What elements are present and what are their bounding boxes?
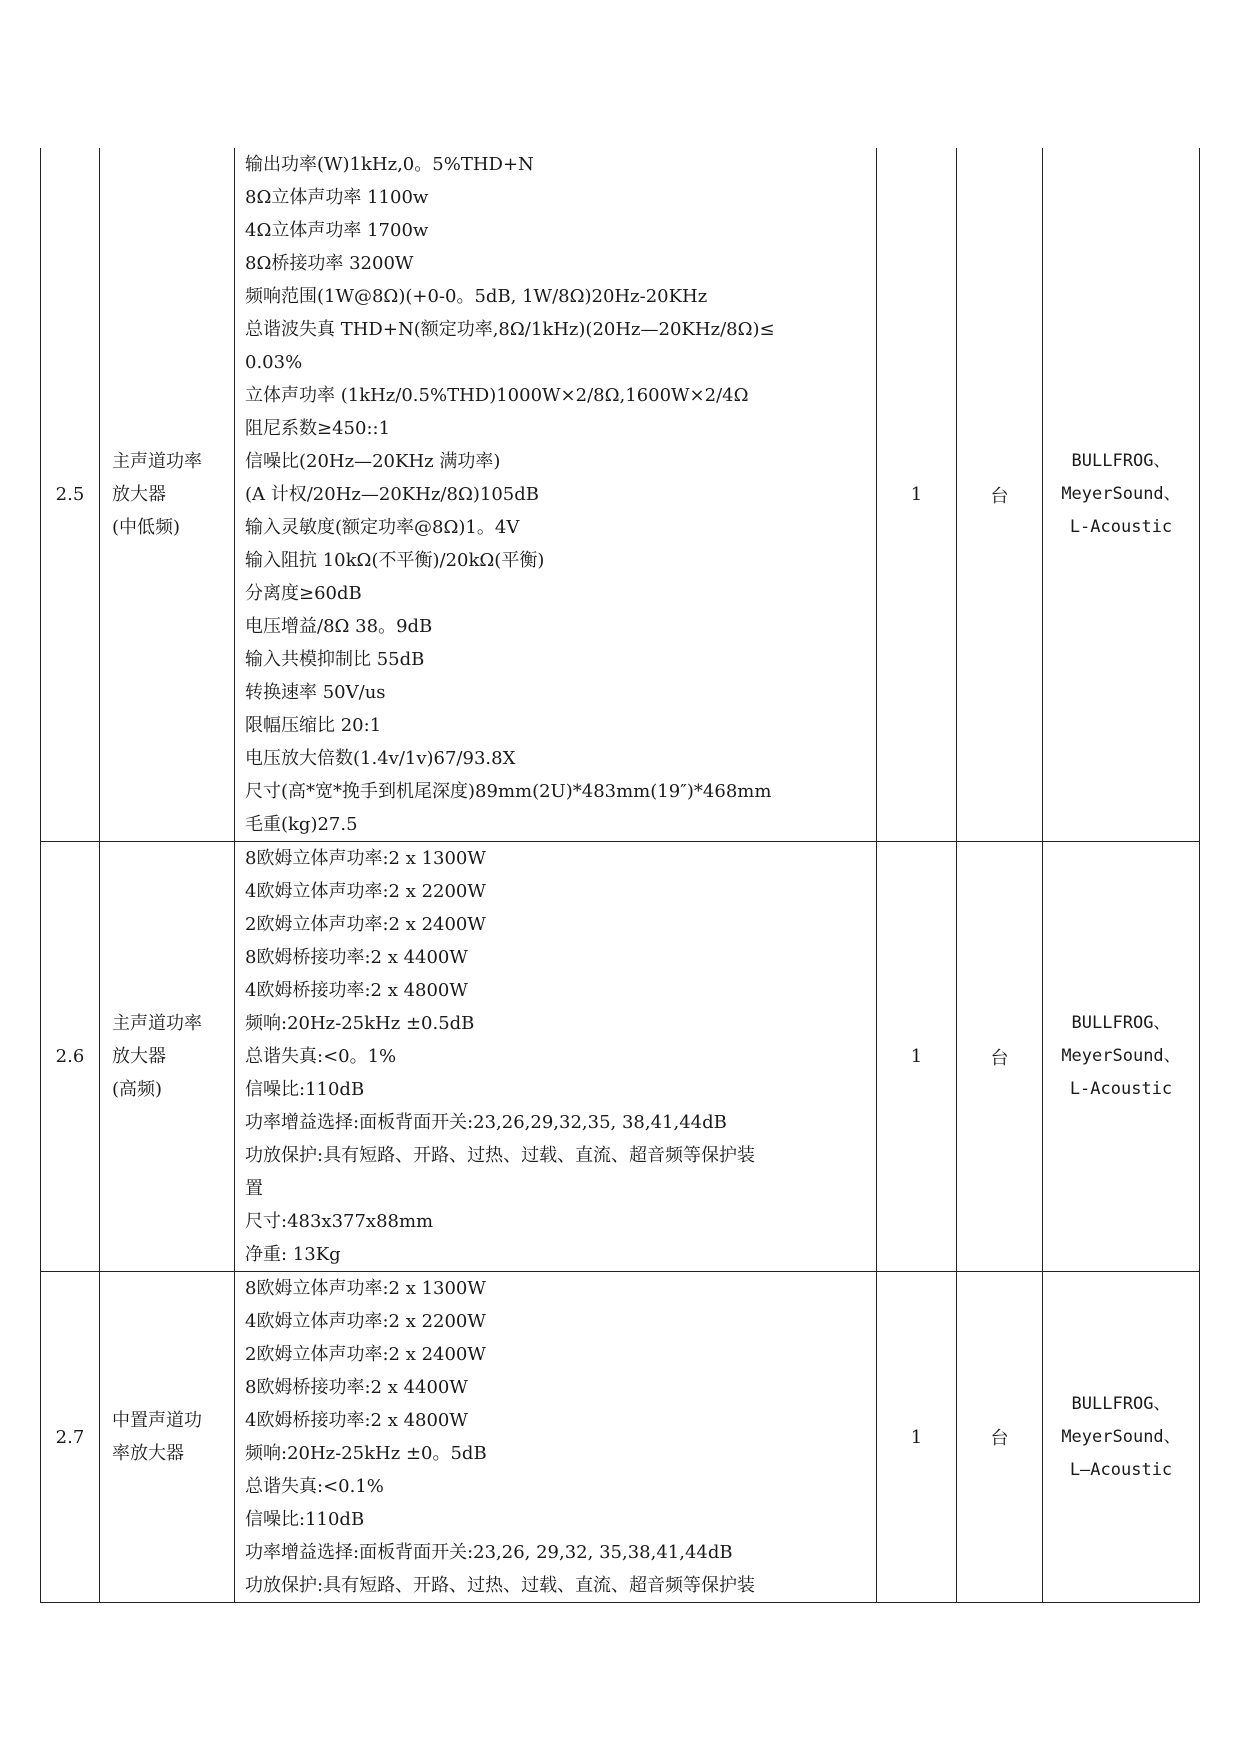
brand-cell	[1043, 842, 1200, 1272]
spec-line: 频响:20Hz-25kHz ±0.5dB	[245, 1013, 475, 1034]
item-number-cell: 2.7	[41, 1272, 100, 1603]
item-number-cell: 2.6	[41, 842, 100, 1272]
spec-line: 净重: 13Kg	[245, 1244, 341, 1265]
spec-line: 8欧姆桥接功率:2 x 4400W	[245, 947, 468, 968]
item-name-line: 主声道功率	[112, 451, 202, 472]
spec-line: 频响范围(1W@8Ω)(+0-0。5dB, 1W/8Ω)20Hz-20KHz	[245, 286, 708, 307]
item-name-line: (中低频)	[112, 517, 181, 538]
spec-line: 转换速率 50V/us	[245, 682, 386, 703]
equipment-spec-table	[40, 148, 1200, 1603]
spec-line: 功率增益选择:面板背面开关:23,26, 29,32, 35,38,41,44dB	[245, 1542, 733, 1563]
spec-line: 分离度≥60dB	[245, 583, 362, 604]
spec-line: 尺寸(高*宽*挽手到机尾深度)89mm(2U)*483mm(19″)*468mm	[245, 781, 772, 802]
unit-cell: 台	[957, 148, 1043, 842]
brand-line: L—Acoustic	[1069, 1459, 1173, 1480]
item-name-cell	[100, 1272, 235, 1603]
spec-line: 8欧姆立体声功率:2 x 1300W	[245, 1278, 486, 1299]
brand-line: L-Acoustic	[1069, 517, 1173, 537]
spec-line: 输出功率(W)1kHz,0。5%THD+N	[245, 154, 534, 175]
spec-line: 毛重(kg)27.5	[245, 814, 358, 835]
item-name-line: (高频)	[112, 1079, 163, 1100]
table-row	[41, 1272, 1200, 1603]
spec-line: 总谐失真:<0.1%	[245, 1476, 384, 1497]
brand-line: MeyerSound、	[1061, 1426, 1181, 1447]
brand-line: L-Acoustic	[1069, 1079, 1173, 1099]
brand-line: BULLFROG、	[1071, 1393, 1171, 1414]
spec-cell	[235, 842, 877, 1272]
spec-line: 电压增益/8Ω 38。9dB	[245, 616, 433, 637]
spec-line: 尺寸:483x377x88mm	[245, 1211, 434, 1232]
spec-line: 8Ω立体声功率 1100w	[245, 187, 429, 208]
table-row	[41, 842, 1200, 1272]
item-name-line: 放大器	[112, 1046, 166, 1067]
brand-line: MeyerSound、	[1061, 484, 1181, 504]
spec-line: 功放保护:具有短路、开路、过热、过载、直流、超音频等保护装	[245, 1575, 756, 1596]
spec-line: 输入阻抗 10kΩ(不平衡)/20kΩ(平衡)	[245, 550, 545, 571]
brand-line: BULLFROG、	[1071, 451, 1171, 471]
item-number-cell: 2.5	[41, 148, 100, 842]
spec-line: 8Ω桥接功率 3200W	[245, 253, 414, 274]
item-name-line: 中置声道功	[112, 1410, 202, 1431]
quantity-cell: 1	[877, 148, 957, 842]
spec-cell	[235, 148, 877, 842]
spec-line: 总谐波失真 THD+N(额定功率,8Ω/1kHz)(20Hz—20KHz/8Ω)≤	[245, 319, 775, 340]
table-row	[41, 148, 1200, 842]
unit-cell: 台	[957, 842, 1043, 1272]
spec-line: 输入共模抑制比 55dB	[245, 649, 425, 670]
spec-line: 电压放大倍数(1.4v/1v)67/93.8X	[245, 748, 516, 769]
spec-line: 立体声功率 (1kHz/0.5%THD)1000W×2/8Ω,1600W×2/4Ω	[245, 385, 749, 406]
item-name-cell	[100, 842, 235, 1272]
spec-line: 4欧姆立体声功率:2 x 2200W	[245, 881, 486, 902]
spec-line: 功率增益选择:面板背面开关:23,26,29,32,35, 38,41,44dB	[245, 1112, 727, 1133]
spec-line: 4欧姆桥接功率:2 x 4800W	[245, 1410, 468, 1431]
spec-line: 信噪比:110dB	[245, 1079, 365, 1100]
spec-cell	[235, 1272, 877, 1603]
spec-line: (A 计权/20Hz—20KHz/8Ω)105dB	[245, 484, 539, 505]
spec-line: 功放保护:具有短路、开路、过热、过载、直流、超音频等保护装	[245, 1145, 756, 1166]
brand-line: BULLFROG、	[1071, 1013, 1171, 1033]
spec-line: 频响:20Hz-25kHz ±0。5dB	[245, 1443, 487, 1464]
brand-cell	[1043, 1272, 1200, 1603]
spec-line: 8欧姆立体声功率:2 x 1300W	[245, 848, 486, 869]
spec-line: 输入灵敏度(额定功率@8Ω)1。4V	[245, 517, 520, 538]
spec-line: 限幅压缩比 20:1	[245, 715, 382, 736]
spec-line: 4Ω立体声功率 1700w	[245, 220, 429, 241]
item-name-line: 率放大器	[112, 1443, 184, 1464]
spec-line: 0.03%	[245, 352, 303, 373]
spec-line: 信噪比:110dB	[245, 1509, 365, 1530]
spec-line: 2欧姆立体声功率:2 x 2400W	[245, 914, 486, 935]
brand-line: MeyerSound、	[1061, 1046, 1181, 1066]
spec-line: 阻尼系数≥450::1	[245, 418, 391, 439]
spec-line: 4欧姆立体声功率:2 x 2200W	[245, 1311, 486, 1332]
brand-cell	[1043, 148, 1200, 842]
item-name-line: 放大器	[112, 484, 166, 505]
item-name-cell	[100, 148, 235, 842]
spec-line: 总谐失真:<0。1%	[245, 1046, 397, 1067]
spec-line: 2欧姆立体声功率:2 x 2400W	[245, 1344, 486, 1365]
spec-line: 置	[245, 1178, 263, 1199]
quantity-cell: 1	[877, 842, 957, 1272]
spec-line: 4欧姆桥接功率:2 x 4800W	[245, 980, 468, 1001]
spec-line: 8欧姆桥接功率:2 x 4400W	[245, 1377, 468, 1398]
item-name-line: 主声道功率	[112, 1013, 202, 1034]
table-body	[41, 148, 1200, 1603]
quantity-cell: 1	[877, 1272, 957, 1603]
unit-cell: 台	[957, 1272, 1043, 1603]
spec-line: 信噪比(20Hz—20KHz 满功率)	[245, 451, 501, 472]
